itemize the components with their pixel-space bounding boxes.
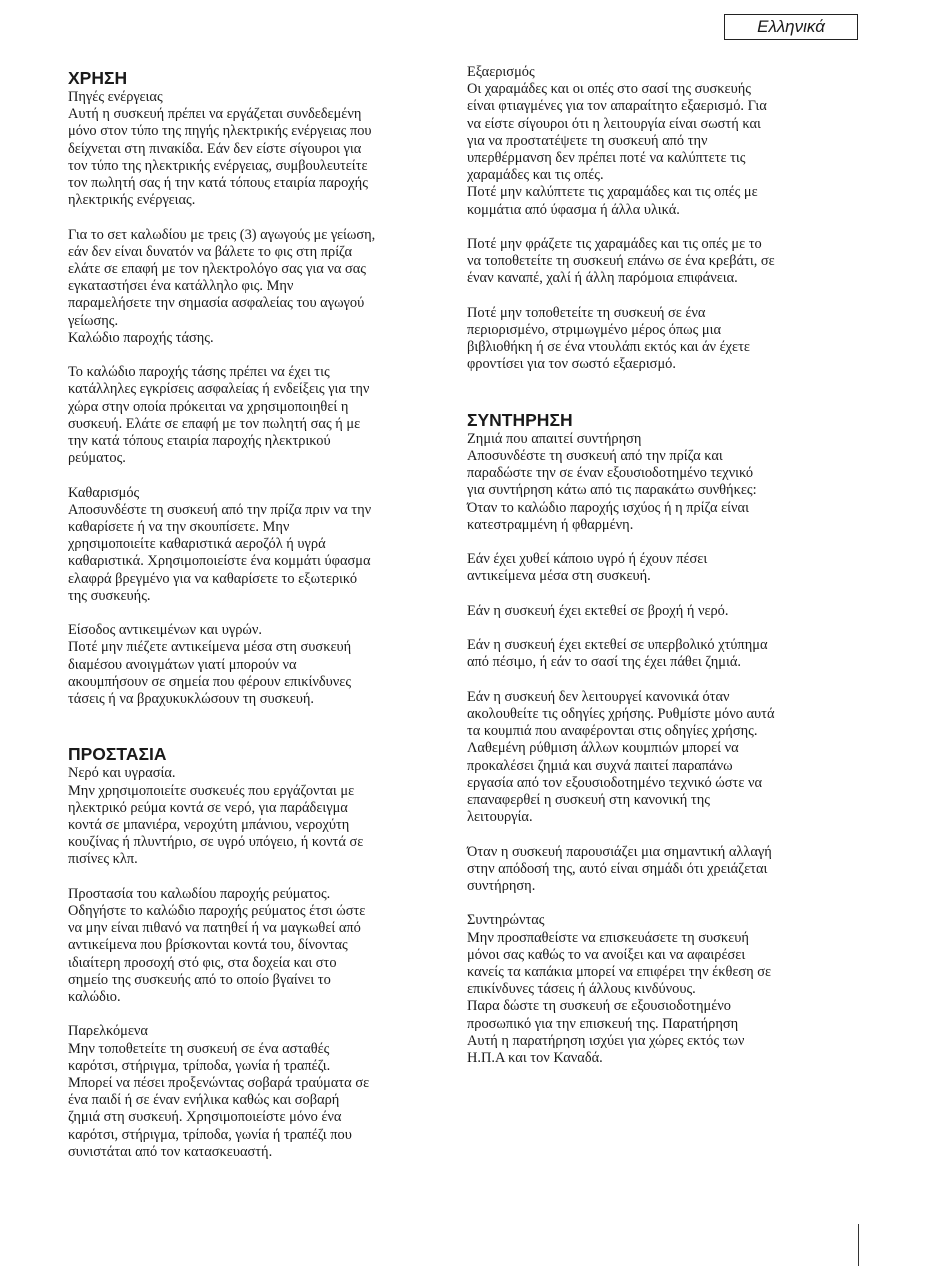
- paragraph: [467, 64, 829, 219]
- text-line: Συντηρώντας: [467, 912, 545, 929]
- text-line: παραδώστε την σε έναν εξουσιοδοτημένο τεχνικό: [467, 465, 754, 482]
- section-title: ΠΡΟΣΤΑΣΙΑ: [68, 744, 167, 765]
- text-line: Προστασία του καλωδίου παροχής ρεύματος.: [68, 885, 331, 902]
- text-line: Αυτή η παρατήρηση ισχύει για χώρες εκτός των: [467, 1032, 745, 1049]
- paragraph: [68, 485, 430, 605]
- text-line: τον πωλητή σας ή την κατά τόπους εταιρία παροχής: [68, 175, 368, 192]
- paragraph: [467, 637, 829, 671]
- text-line: συνιστάται από τον κατασκευαστή.: [68, 1143, 273, 1160]
- text-line: κατάλληλες εγκρίσεις ασφαλείας ή ενδείξεις για την: [68, 381, 370, 398]
- text-line: σημείο της συσκευής από το οποίο βγαίνει το: [68, 971, 331, 988]
- text-line: Λαθεμένη ρύθμιση άλλων κουμπιών μπορεί να: [467, 740, 739, 757]
- text-line: έναν καναπέ, χαλί ή άλλη παρόμοια επιφάνεια.: [467, 270, 738, 287]
- text-line: αντικείμενα μέσα στη συσκευή.: [467, 568, 651, 585]
- text-line: Καθαρισμός: [68, 484, 140, 501]
- text-line: στην απόδοσή της, αυτό είναι σημάδι ότι χρειάζεται: [467, 860, 768, 877]
- text-line: Ποτέ μην τοποθετείτε τη συσκευή σε ένα: [467, 304, 706, 321]
- text-line: κουζίνας ή πλυντήριο, σε υγρό υπόγειο, ή κοντά σε: [68, 834, 364, 851]
- text-line: Νερό και υγρασία.: [68, 765, 176, 782]
- text-line: για να προστατέψετε τη συσκευή από την: [467, 132, 708, 149]
- text-line: κοντά σε μπανιέρα, νεροχύτη μπάνιου, νεροχύτη: [68, 817, 350, 834]
- paragraph: [467, 431, 829, 534]
- text-line: Για το σετ καλωδίου με τρεις (3) αγωγούς με γείωση,: [68, 226, 376, 243]
- text-line: Είσοδος αντικειμένων και υγρών.: [68, 622, 262, 639]
- text-line: δείχνεται στη πινακίδα. Εάν δεν είστε σίγουροι για: [68, 140, 362, 157]
- text-line: Αποσυνδέστε τη συσκευή από την πρίζα πριν να την: [68, 501, 372, 518]
- text-line: ηλεκτρικής ενέργειας.: [68, 192, 196, 209]
- text-line: εργασία από τον εξουσιοδοτημένο τεχνικό ώστε να: [467, 774, 763, 791]
- section: [68, 743, 430, 1161]
- text-line: ελάτε σε επαφή με τον ηλεκτρολόγο σας για να σας: [68, 261, 366, 278]
- text-line: μόνοι σας καθώς το να ανοίξει και να αφαιρέσει: [467, 946, 746, 963]
- text-line: χρησιμοποιείτε καθαριστικά αεροζόλ ή υγρά: [68, 536, 326, 553]
- text-line: να μην είναι πιθανό να πατηθεί ή να μαγκωθεί από: [68, 920, 361, 937]
- text-line: τα κουμπιά που αναφέρονται στις οδηγίες χρήσης.: [467, 723, 758, 740]
- paragraph: [467, 236, 829, 288]
- paragraph: [68, 364, 430, 467]
- text-line: παραμελήσετε την σημασία ασφαλείας του αγωγού: [68, 295, 365, 312]
- section-gap: [467, 391, 829, 409]
- text-line: επικίνδυνες τάσεις ή άλλους κινδύνους.: [467, 981, 696, 998]
- text-line: λειτουργία.: [467, 809, 533, 826]
- page-edge-rule: [858, 1224, 859, 1266]
- text-line: να τοποθετείτε τη συσκευή επάνω σε ένα κρεβάτι, σε: [467, 253, 775, 270]
- paragraph: [467, 551, 829, 585]
- language-label: Ελληνικά: [724, 14, 858, 40]
- text-line: προσωπικό για την επισκευή της. Παρατήρηση: [467, 1015, 739, 1032]
- text-line: Πηγές ενέργειας: [68, 89, 163, 105]
- text-line: Όταν η συσκευή παρουσιάζει μια σημαντική αλλαγή: [467, 843, 772, 860]
- paragraph: [467, 844, 829, 896]
- text-line: αντικείμενα που βρίσκονται κοντά του, δίνοντας: [68, 937, 348, 954]
- text-line: Εάν η συσκευή έχει εκτεθεί σε βροχή ή νερό.: [467, 602, 729, 619]
- text-line: γείωσης.: [68, 312, 119, 329]
- text-line: Ζημιά που απαιτεί συντήρηση: [467, 430, 642, 447]
- paragraph: [467, 305, 829, 374]
- text-line: περιορισμένο, στριμωγμένο μέρος όπως μια: [467, 322, 722, 339]
- text-line: Εξαερισμός: [467, 64, 535, 80]
- text-line: ζημιά στη συσκευή. Χρησιμοποιείστε μόνο ένα: [68, 1109, 342, 1126]
- text-line: ακουμπήσουν σε σημεία που φέρουν επικίνδυνες: [68, 673, 352, 690]
- text-line: Εάν η συσκευή δεν λειτουργεί κανονικά όταν: [467, 688, 730, 705]
- text-line: Μην τοποθετείτε τη συσκευή σε ένα ασταθές: [68, 1040, 330, 1057]
- text-line: την κατά τόπους εταιρία παροχής ηλεκτρικού: [68, 433, 331, 450]
- paragraph: [467, 912, 829, 1067]
- text-line: τον τύπο της ηλεκτρικής ενέργειας, συμβουλευτείτε: [68, 157, 368, 174]
- text-line: κατεστραμμένη ή φθαρμένη.: [467, 516, 634, 533]
- text-line: να είστε σίγουροι ότι η λειτουργία είναι σωστή και: [467, 115, 761, 132]
- text-line: χώρα στην οποία πρόκειται να χρησιμοποιηθεί η: [68, 398, 349, 415]
- text-line: μόνο στον τύπο της πηγής ηλεκτρικής ενέργειας που: [68, 123, 372, 140]
- text-line: Ποτέ μην φράζετε τις χαραμάδες και τις οπές με το: [467, 236, 762, 253]
- section-gap: [68, 725, 430, 743]
- text-line: Μην προσπαθείστε να επισκευάσετε τη συσκευή: [467, 929, 749, 946]
- text-line: ακολουθείτε τις οδηγίες χρήσης. Ρυθμίστε μόνο αυτά: [467, 706, 775, 722]
- text-line: Καλώδιο παροχής τάσης.: [68, 329, 214, 346]
- text-line: Μπορεί να πέσει προξενώντας σοβαρά τραύματα σε: [68, 1075, 370, 1092]
- text-line: εγκαταστήσει ένα κατάλληλο φις. Μην: [68, 278, 294, 295]
- text-line: εάν δεν είναι δυνατόν να βάλετε το φις στη πρίζα: [68, 243, 353, 260]
- paragraph: [467, 689, 829, 827]
- left-column: [68, 64, 430, 1178]
- text-line: καθαρίσετε ή να την σκουπίσετε. Μην: [68, 519, 290, 536]
- text-line: ηλεκτρικό ρεύμα κοντά σε νερό, για παράδειγμα: [68, 799, 348, 816]
- text-line: Παρελκόμενα: [68, 1023, 148, 1040]
- paragraph: [68, 89, 430, 209]
- text-line: κομμάτια από ύφασμα ή άλλα υλικά.: [467, 201, 680, 218]
- paragraph: [467, 603, 829, 620]
- text-line: Όταν το καλώδιο παροχής ισχύος ή η πρίζα είναι: [467, 499, 749, 516]
- paragraph: [68, 765, 430, 868]
- section: [68, 67, 430, 708]
- text-line: καρότσι, στήριγμα, τρίποδα, γωνία ή τραπέζι.: [68, 1057, 331, 1074]
- text-line: Εάν η συσκευή έχει εκτεθεί σε υπερβολικό χτύπημα: [467, 637, 768, 654]
- text-line: Αυτή η συσκευή πρέπει να εργάζεται συνδεδεμένη: [68, 106, 362, 123]
- text-line: τάσεις ή να βραχυκυκλώσουν τη συσκευή.: [68, 691, 314, 708]
- text-line: χαραμάδες και τις οπές.: [467, 167, 604, 184]
- text-line: πισίνες κλπ.: [68, 851, 138, 868]
- text-line: βιβλιοθήκη ή σε ένα ντουλάπι εκτός και άν έχετε: [467, 339, 750, 356]
- paragraph: [68, 227, 430, 347]
- text-line: κανείς τα καπάκια μπορεί να επιφέρει την έκθεση σε: [467, 964, 772, 981]
- text-line: επαναφερθεί η συσκευή στη κανονική της: [467, 792, 710, 809]
- text-line: ρεύματος.: [68, 450, 126, 467]
- text-line: είναι φτιαγμένες για τον απαραίτητο εξαερισμό. Για: [467, 98, 767, 115]
- text-line: καθαριστικά. Χρησιμοποιείστε ένα κομμάτι ύφασμα: [68, 553, 371, 570]
- section: [467, 64, 829, 374]
- text-line: Η.Π.Α και τον Καναδά.: [467, 1050, 603, 1067]
- section-title: ΣΥΝΤΗΡΗΣΗ: [467, 409, 573, 430]
- text-line: συσκευή. Ελάτε σε επαφή με τον πωλητή σας ή με: [68, 415, 361, 432]
- text-line: Αποσυνδέστε τη συσκευή από την πρίζα και: [467, 448, 723, 465]
- text-line: διαμέσου ανοιγμάτων γιατί μπορούν να: [68, 656, 297, 673]
- text-line: από πέσιμο, ή εάν το σασί της έχει πάθει ζημιά.: [467, 654, 741, 671]
- text-line: Οι χαραμάδες και οι οπές στο σασί της συσκευής: [467, 81, 751, 98]
- text-line: Ποτέ μην πιέζετε αντικείμενα μέσα στη συσκευή: [68, 639, 352, 656]
- text-line: Οδηγήστε το καλώδιο παροχής ρεύματος έτσι ώστε: [68, 903, 366, 920]
- right-column: [467, 64, 829, 1084]
- text-line: προκαλέσει ζημιά και συχνά παιτεί παραπάνω: [467, 757, 733, 774]
- text-line: καλώδιο.: [68, 989, 121, 1006]
- text-line: ιδιαίτερη προσοχή στό φις, στα δοχεία και στο: [68, 954, 337, 971]
- text-line: Παρα δώστε τη συσκευή σε εξουσιοδοτημένο: [467, 998, 731, 1015]
- text-line: υπερθέρμανση δεν πρέπει ποτέ να καλύπτετε τις: [467, 150, 746, 167]
- section: [467, 409, 829, 1067]
- paragraph: [68, 886, 430, 1006]
- text-line: ένα παιδί ή σε έναν ενήλικα καθώς και σοβαρή: [68, 1092, 340, 1109]
- text-line: της συσκευής.: [68, 587, 151, 604]
- text-line: καρότσι, στήριγμα, τρίποδα, γωνία ή τραπέζι που: [68, 1126, 352, 1143]
- text-line: Το καλώδιο παροχής τάσης πρέπει να έχει τις: [68, 364, 330, 381]
- text-line: φροντίσει για τον σωστό εξαερισμό.: [467, 356, 676, 373]
- text-line: συντήρηση.: [467, 878, 536, 895]
- paragraph: [68, 1023, 430, 1161]
- text-line: για συντήρηση κάτω από τις παρακάτω συνθήκες:: [467, 482, 757, 499]
- text-line: Εάν έχει χυθεί κάποιο υγρό ή έχουν πέσει: [467, 551, 708, 568]
- paragraph: [68, 622, 430, 708]
- section-title: ΧΡΗΣΗ: [68, 68, 128, 88]
- text-line: Μην χρησιμοποιείτε συσκευές που εργάζονται με: [68, 782, 355, 799]
- text-line: ελαφρά βρεγμένο για να καθαρίσετε το εξωτερικό: [68, 570, 358, 587]
- text-line: Ποτέ μην καλύπτετε τις χαραμάδες και τις οπές με: [467, 184, 758, 201]
